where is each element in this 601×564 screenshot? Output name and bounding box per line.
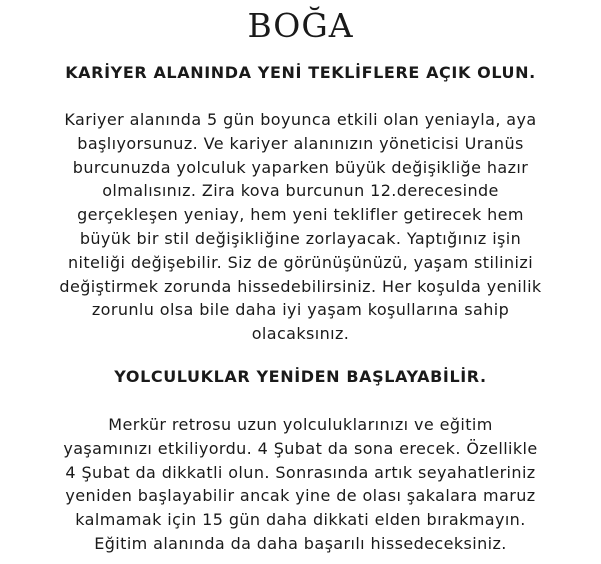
paragraph-line: burcunuzda yolculuk yaparken büyük değişikliğe hazır <box>72 157 529 177</box>
paragraph-line: 4 Şubat da dikkatli olun. Sonrasında artık seyahatleriniz <box>65 462 536 482</box>
paragraph-line: yeniden başlayabilir ancak yine de olası şakalara maruz <box>65 486 536 506</box>
paragraph-line: zorunlu olsa bile daha iyi yaşam koşullarına sahip <box>91 300 510 320</box>
paragraph-line: olacaksınız. <box>251 324 350 344</box>
paragraph-line: kalmamak için 15 gün daha dikkati elden bırakmayın. <box>75 510 526 530</box>
paragraph-line: büyük bir stil değişikliğine zorlayacak. Yaptığınız işin <box>79 228 522 248</box>
section-paragraph-travel <box>6 413 595 556</box>
paragraph-line: değiştirmek zorunda hissedebilirsiniz. Her koşulda yenilik <box>59 276 542 296</box>
paragraph-line: Eğitim alanında da daha başarılı hissedeceksiniz. <box>94 533 507 553</box>
paragraph-line: gerçekleşen yeniay, hem yeni teklifler getirecek hem <box>77 205 524 225</box>
paragraph-line: olmalısınız. Zira kova burcunun 12.derecesinde <box>102 181 499 201</box>
page-title: BOĞA <box>247 6 354 45</box>
paragraph-line: yaşamınızı etkiliyordu. 4 Şubat da sona erecek. Özellikle <box>63 438 538 458</box>
section-heading-travel: YOLCULUKLAR YENİDEN BAŞLAYABİLİR. <box>114 366 487 386</box>
section-paragraph-career <box>6 108 595 346</box>
paragraph-line: Kariyer alanında 5 gün boyunca etkili olan yeniayla, aya <box>64 110 537 129</box>
section-heading-career: KARİYER ALANINDA YENİ TEKLİFLERE AÇIK OLUN. <box>65 63 536 82</box>
paragraph-line: başlıyorsunuz. Ve kariyer alanınızın yöneticisi Uranüs <box>77 133 524 153</box>
paragraph-line: Merkür retrosu uzun yolculuklarınızı ve eğitim <box>108 414 493 434</box>
paragraph-line: niteliği değişebilir. Siz de görünüşünüzü, yaşam stilinizi <box>67 252 534 272</box>
